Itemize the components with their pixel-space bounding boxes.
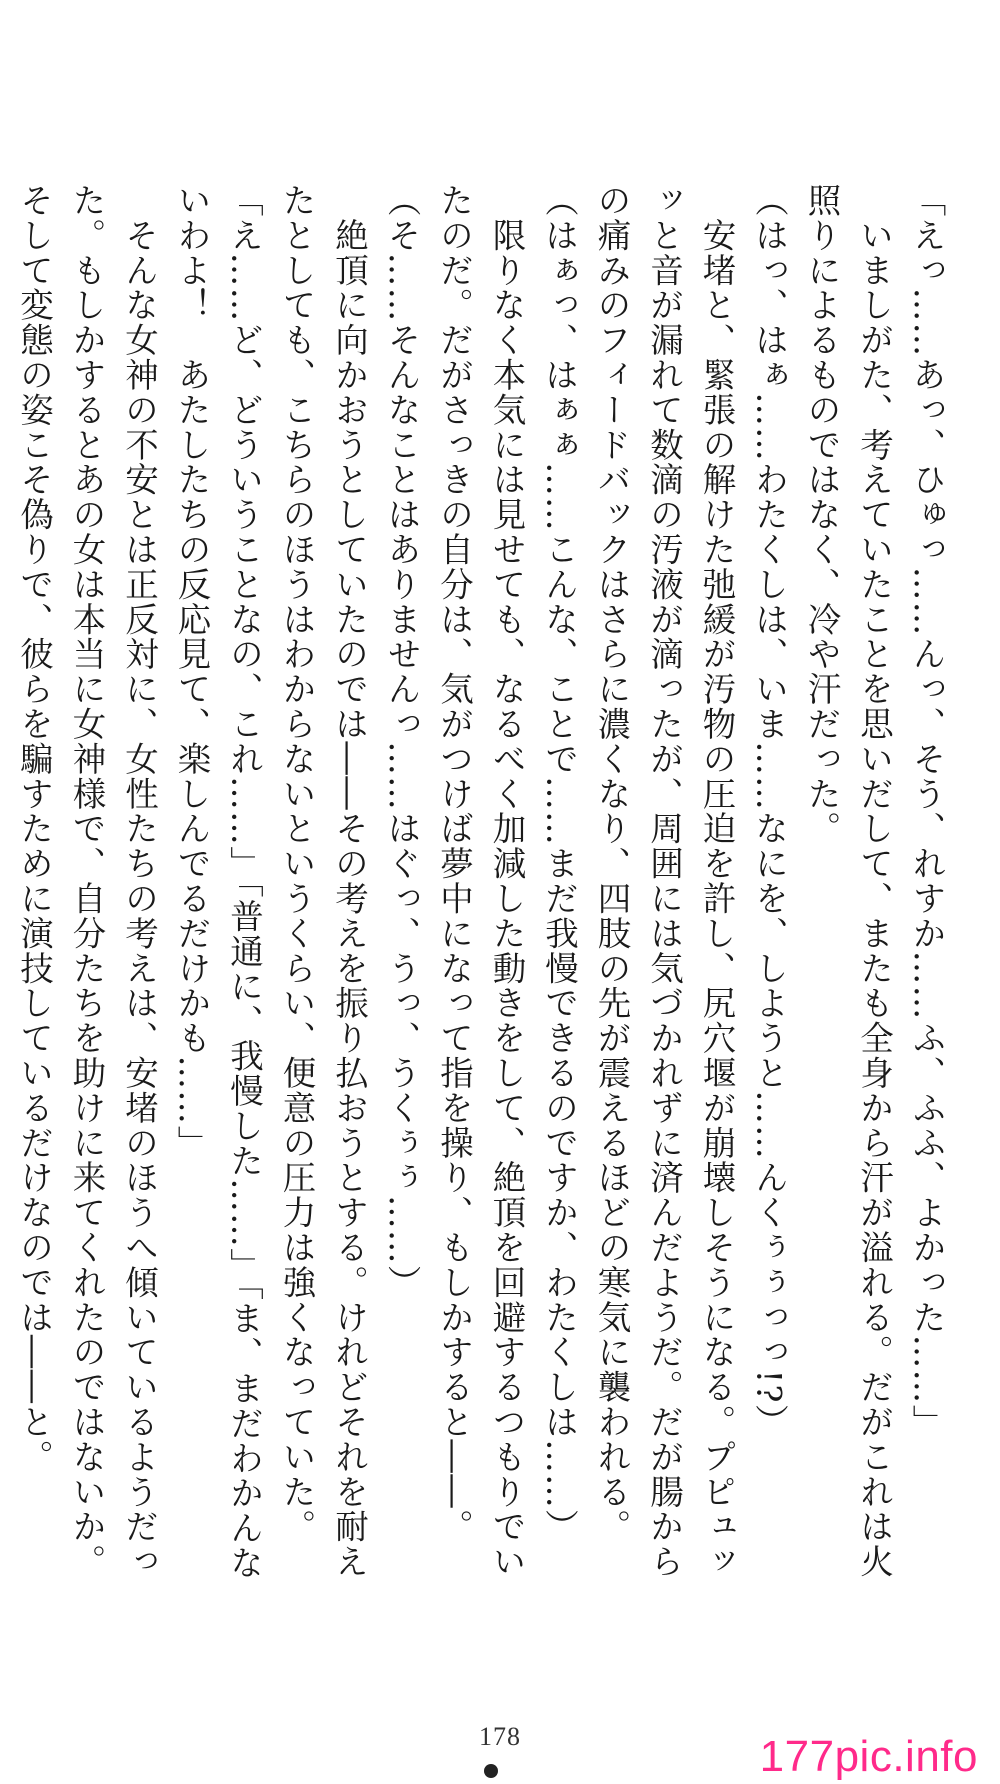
text-line: 安堵と、緊張の解けた弛緩が汚物の圧迫を許し、尻穴堰が崩壊しそうになる。プピュッ	[697, 183, 736, 1579]
text-line: たとしても、こちらのほうはわからないというくらい、便意の圧力は強くなっていた。	[277, 183, 316, 1545]
text-line: たのだ。だがさっきの自分は、気がつけば夢中になって指を操り、もしかすると――。	[434, 183, 474, 1545]
text-line: 限りなく本気には見せても、なるべく加減した動きをして、絶頂を回避するつもりでい	[487, 183, 526, 1579]
text-line: た。もしかするとあの女は本当に女神様で、自分たちを助けに来てくれたのではないか。	[67, 183, 106, 1579]
vertical-text-block	[7, 183, 952, 1581]
text-line: そんな女神の不安とは正反対に、女性たちの考えは、安堵のほうへ傾いているようだっ	[119, 183, 159, 1579]
text-line: そして変態の姿こそ偽りで、彼らを騙すために演技しているだけなのでは――と。	[14, 183, 54, 1475]
text-line: 絶頂に向かおうとしていたのでは――その考えを振り払おうとする。けれどそれを耐え	[329, 183, 369, 1579]
page-ornament-dot	[484, 1764, 498, 1778]
page-number: 178	[479, 1722, 521, 1751]
text-line: （はっ、はぁ……わたくしは、いま……なにを、しようと……んくぅぅっっ!?）	[749, 183, 789, 1439]
text-line: ッと音が漏れて数滴の汚液が滴ったが、周囲には気づかれずに済んだようだ。だが腸から	[644, 183, 684, 1579]
text-line: 照りによるものではなく、冷や汗だった。	[802, 183, 841, 847]
text-line: 「えっ……あっ、ひゅっ……んっ、そう、れすか……ふ、ふふ、よかった……」	[907, 183, 946, 1440]
text-line: の痛みのフィードバックはさらに濃くなり、四肢の先が震えるほどの寒気に襲われる。	[592, 183, 631, 1545]
watermark: 177pic.info	[759, 1732, 978, 1781]
text-line: 「え……ど、どういうことなの、これ……」「普通に、我慢した……」「ま、まだわかんな	[224, 183, 264, 1581]
text-line: いわよ！ あたしたちの反応見て、楽しんでるだけかも……」	[172, 183, 211, 1161]
text-line: （そ……そんなことはありませんっ……はぐっ、うっ、うくぅぅ……）	[382, 183, 421, 1300]
text-line: （はぁっ、はぁぁ……こんな、ことで……まだ我慢できるのですか、わたくしは……）	[539, 183, 579, 1545]
text-line: いましがた、考えていたことを思いだして、またも全身から汗が溢れる。だがこれは火	[854, 183, 894, 1579]
